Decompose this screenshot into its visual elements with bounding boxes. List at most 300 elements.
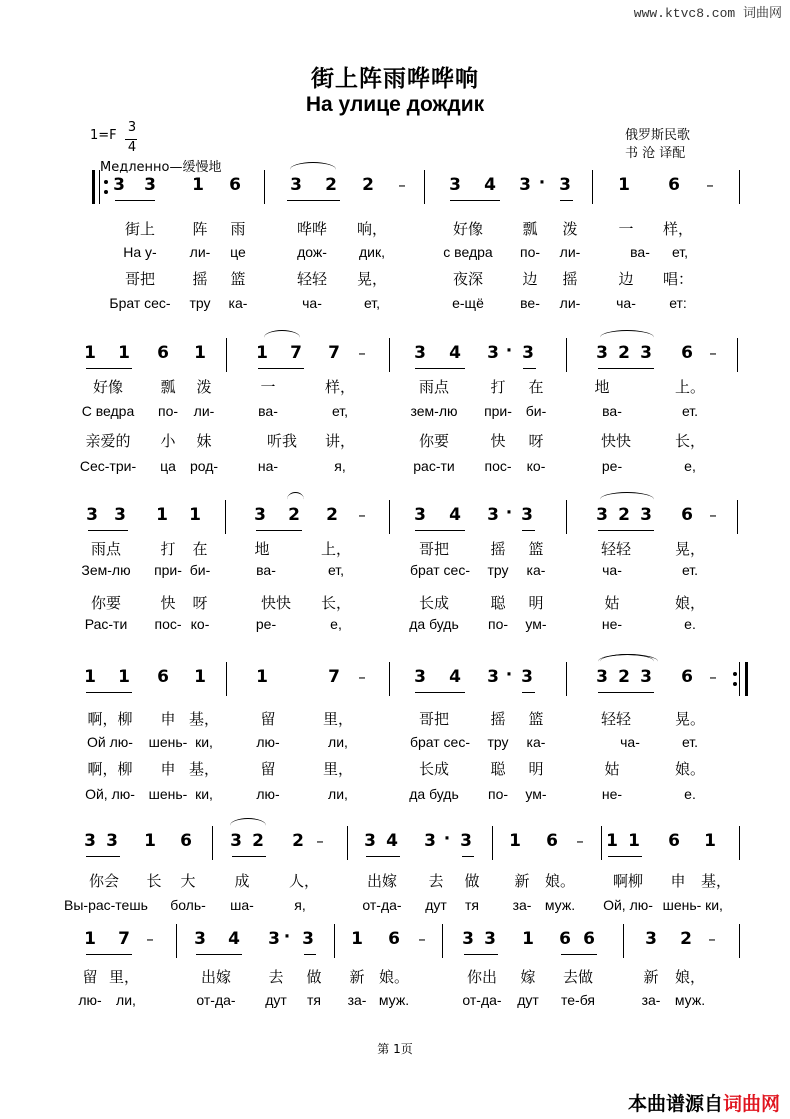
credit-translator: 书 沧 译配 — [625, 146, 686, 161]
lyric-syllable: На у- — [123, 244, 157, 260]
lyric-syllable: 晃， — [356, 270, 387, 288]
lyric-syllable: 雨 — [230, 220, 246, 238]
augmentation-dot: · — [505, 341, 513, 361]
lyric-syllable: ца — [160, 458, 176, 474]
note: 3 — [521, 505, 533, 525]
lyric-syllable: 申 — [670, 872, 686, 890]
lyric-line-chinese — [0, 538, 790, 560]
lyric-syllable: 呀 — [192, 594, 208, 612]
song-title-chinese: 街上阵雨哗哗响 — [311, 66, 479, 92]
note-line — [0, 338, 790, 372]
lyric-syllable: С ведра — [81, 403, 135, 419]
note: 1 — [256, 667, 268, 687]
lyric-syllable: 瓢 — [522, 220, 538, 238]
source-credit-site: 词曲网 — [722, 1093, 780, 1115]
lyric-syllable: дут — [265, 992, 287, 1008]
lyric-syllable: от-да- — [196, 992, 236, 1008]
note: 6 — [388, 929, 400, 949]
lyric-syllable: Вы-рас-тешь — [64, 897, 148, 913]
lyric-syllable: 明 — [528, 594, 544, 612]
lyric-syllable: ка- — [526, 562, 546, 578]
note: 2 — [362, 175, 374, 195]
note: 3 — [302, 929, 314, 949]
note: 2 — [326, 505, 338, 525]
lyric-syllable: по- — [157, 403, 179, 419]
time-signature-denominator: 4 — [127, 140, 137, 155]
lyric-line-chinese — [0, 708, 790, 730]
note: 1 — [118, 343, 130, 363]
note: 7 — [328, 667, 340, 687]
note: 3 — [640, 343, 652, 363]
barline — [739, 826, 740, 860]
note: 6 — [681, 667, 693, 687]
lyric-line-chinese — [0, 376, 790, 398]
barline — [739, 924, 740, 958]
note: 1 — [509, 831, 521, 851]
note: 3 — [113, 175, 125, 195]
note: 3 — [640, 505, 652, 525]
note: 2 — [680, 929, 692, 949]
lyric-syllable: 你要 — [418, 432, 449, 450]
lyric-syllable: 去 — [268, 968, 284, 986]
lyric-syllable: 打 — [490, 378, 506, 396]
lyric-syllable: 一 — [618, 220, 634, 238]
note: 1 — [256, 343, 268, 363]
lyric-syllable: 娘。 — [674, 760, 705, 778]
note: 3 — [194, 929, 206, 949]
lyric-syllable: Зем-лю — [81, 562, 131, 578]
lyric-syllable: Брат сес- — [109, 295, 171, 311]
lyric-syllable: дут — [425, 897, 447, 913]
lyric-syllable: 出嫁 — [366, 872, 397, 890]
note: 1 — [606, 831, 618, 851]
lyric-line-chinese — [0, 870, 790, 892]
beam-underline — [287, 200, 340, 201]
beam-underline — [450, 200, 500, 201]
lyric-syllable: 哗哗 — [296, 220, 327, 238]
lyric-syllable: ли- — [559, 295, 581, 311]
beam-underline — [560, 200, 573, 201]
page-number: 第 1页 — [377, 1042, 413, 1056]
lyric-syllable: 唱： — [662, 270, 693, 288]
lyric-syllable: 夜深 — [452, 270, 483, 288]
tie-arc — [264, 330, 300, 345]
lyric-syllable: ет: — [669, 295, 687, 311]
note: 6 — [681, 505, 693, 525]
note: 4 — [386, 831, 398, 851]
lyric-syllable: ли- — [189, 244, 211, 260]
lyric-syllable: 快快 — [260, 594, 291, 612]
beam-underline — [415, 692, 465, 693]
lyric-syllable: 姑 — [604, 760, 620, 778]
lyric-line-chinese — [0, 758, 790, 780]
lyric-syllable: 泼 — [196, 378, 212, 396]
beam-underline — [608, 856, 642, 857]
lyric-syllable: при- — [154, 562, 182, 578]
note: 1 — [704, 831, 716, 851]
lyric-line-russian — [0, 403, 790, 425]
lyric-syllable: ли- — [559, 244, 581, 260]
note: 1 — [84, 929, 96, 949]
lyric-syllable: Ой, лю- — [85, 786, 135, 802]
lyric-syllable: 娘， — [674, 968, 705, 986]
lyric-syllable: дож- — [297, 244, 327, 260]
lyric-syllable: по- — [519, 244, 541, 260]
lyric-syllable: би- — [525, 403, 547, 419]
lyric-line-chinese — [0, 966, 790, 988]
lyric-syllable: Рас-ти — [84, 616, 128, 632]
note: 2 — [292, 831, 304, 851]
beam-underline — [366, 856, 400, 857]
score-system — [0, 924, 790, 1084]
note: 2 — [288, 505, 300, 525]
lyric-syllable: ка- — [228, 295, 248, 311]
note: 1 — [156, 505, 168, 525]
lyric-syllable: 妹 — [196, 432, 212, 450]
lyric-syllable: е-щё — [452, 295, 484, 311]
credit-origin: 俄罗斯民歌 — [625, 128, 691, 143]
lyric-syllable: ет, — [363, 295, 381, 311]
barline — [745, 662, 748, 696]
lyric-syllable: 在 — [192, 540, 208, 558]
beam-underline — [415, 368, 465, 369]
note: 3 — [484, 929, 496, 949]
lyric-syllable: ре- — [601, 458, 623, 474]
note: 4 — [449, 505, 461, 525]
lyric-syllable: 快 — [490, 432, 506, 450]
lyric-line-chinese — [0, 218, 790, 240]
lyric-syllable: ва- — [602, 403, 622, 419]
barline — [176, 924, 177, 958]
lyric-syllable: 上， — [320, 540, 351, 558]
beam-underline — [86, 368, 132, 369]
duration-dash: – — [709, 506, 717, 524]
lyric-syllable: 去 — [428, 872, 444, 890]
lyric-syllable: брат сес- — [409, 734, 471, 750]
lyric-syllable: 响， — [356, 220, 387, 238]
lyric-syllable: 阵 — [192, 220, 208, 238]
lyric-syllable: ет. — [681, 403, 699, 419]
lyric-syllable: по- — [487, 786, 509, 802]
lyric-syllable: 小 — [160, 432, 176, 450]
note: 3 — [559, 175, 571, 195]
lyric-syllable: 嫁 — [520, 968, 536, 986]
score-system — [0, 338, 790, 498]
lyric-syllable: пос- — [154, 616, 182, 632]
note: 3 — [106, 831, 118, 851]
lyric-syllable: 留 — [82, 968, 98, 986]
lyric-syllable: 长成 — [418, 594, 449, 612]
duration-dash: – — [418, 930, 426, 948]
note: 1 — [189, 505, 201, 525]
duration-dash: – — [358, 506, 366, 524]
beam-underline — [256, 530, 302, 531]
lyric-syllable: 呀 — [528, 432, 544, 450]
lyric-syllable: не- — [601, 616, 623, 632]
lyric-syllable: 人， — [288, 872, 319, 890]
note: 3 — [254, 505, 266, 525]
note: 3 — [645, 929, 657, 949]
lyric-syllable: ки, — [195, 734, 213, 750]
note: 3 — [521, 667, 533, 687]
note-line — [0, 662, 790, 696]
lyric-syllable: 基， — [700, 872, 731, 890]
note-line — [0, 170, 790, 204]
lyric-syllable: ет. — [681, 562, 699, 578]
lyric-syllable: 啊，柳 — [87, 710, 133, 728]
lyric-line-russian — [0, 734, 790, 756]
lyric-syllable: ки, — [705, 897, 723, 913]
barline — [566, 662, 567, 696]
repeat-dot — [733, 682, 737, 686]
lyric-syllable: я, — [294, 897, 306, 913]
lyric-syllable: 打 — [160, 540, 176, 558]
lyric-syllable: 轻轻 — [296, 270, 327, 288]
tie-arc — [598, 654, 658, 669]
lyric-syllable: 长， — [320, 594, 351, 612]
barline — [389, 662, 390, 696]
lyric-syllable: 里， — [322, 710, 353, 728]
beam-underline — [196, 954, 242, 955]
note: 3 — [424, 831, 436, 851]
lyric-syllable: те-бя — [561, 992, 595, 1008]
lyric-syllable: 好像 — [452, 220, 483, 238]
score-system — [0, 662, 790, 822]
source-credit — [628, 1089, 780, 1116]
note: 2 — [618, 667, 630, 687]
lyric-syllable: е, — [684, 458, 696, 474]
lyric-syllable: муж. — [544, 897, 576, 913]
note: 3 — [114, 505, 126, 525]
lyric-syllable: дик, — [358, 244, 385, 260]
lyric-syllable: 一 — [260, 378, 276, 396]
lyric-syllable: 明 — [528, 760, 544, 778]
lyric-syllable: 聪 — [490, 760, 506, 778]
lyric-syllable: 摇 — [490, 540, 506, 558]
lyric-line-russian — [0, 244, 790, 266]
lyric-syllable: 篮 — [528, 540, 544, 558]
beam-underline — [258, 368, 304, 369]
time-signature-numerator: 3 — [127, 120, 137, 135]
note: 3 — [462, 929, 474, 949]
beam-underline — [88, 530, 128, 531]
lyric-syllable: 你要 — [90, 594, 121, 612]
barline — [601, 826, 602, 860]
lyric-syllable: ча- — [620, 734, 640, 750]
duration-dash: – — [576, 832, 584, 850]
note: 6 — [546, 831, 558, 851]
lyric-line-russian — [0, 992, 790, 1014]
beam-underline — [464, 954, 498, 955]
beam-underline — [598, 368, 654, 369]
lyric-syllable: 基， — [188, 760, 219, 778]
repeat-dot — [104, 180, 108, 184]
note: 4 — [228, 929, 240, 949]
augmentation-dot: · — [505, 503, 513, 523]
lyric-syllable: 快快 — [600, 432, 631, 450]
lyric-syllable: ве- — [520, 295, 540, 311]
beam-underline — [598, 692, 654, 693]
lyric-syllable: 新 — [514, 872, 530, 890]
lyric-syllable: шень- — [148, 786, 188, 802]
lyric-line-russian — [0, 295, 790, 317]
note: 3 — [290, 175, 302, 195]
lyric-syllable: лю- — [256, 786, 280, 802]
lyric-syllable: Ой, лю- — [603, 897, 653, 913]
lyric-syllable: 留 — [260, 710, 276, 728]
lyric-syllable: 大 — [180, 872, 196, 890]
lyric-syllable: це — [230, 244, 246, 260]
barline — [226, 662, 227, 696]
lyric-syllable: 街上 — [124, 220, 155, 238]
barline — [226, 338, 227, 372]
lyric-syllable: род- — [189, 458, 219, 474]
lyric-syllable: ки, — [195, 786, 213, 802]
lyric-syllable: ум- — [525, 616, 547, 632]
lyric-syllable: ли, — [116, 992, 136, 1008]
lyric-syllable: ва- — [630, 244, 650, 260]
song-title-russian: На улице дождик — [305, 93, 485, 116]
note: 2 — [325, 175, 337, 195]
lyric-syllable: зем-лю — [410, 403, 458, 419]
lyric-line-chinese — [0, 430, 790, 452]
lyric-syllable: при- — [484, 403, 512, 419]
lyric-syllable: 娘。 — [544, 872, 575, 890]
lyric-line-chinese — [0, 592, 790, 614]
tie-arc — [600, 492, 654, 507]
lyric-syllable: 你出 — [466, 968, 497, 986]
score-system — [0, 170, 790, 330]
lyric-syllable: тру — [487, 734, 509, 750]
duration-dash: – — [358, 668, 366, 686]
lyric-syllable: ва- — [256, 562, 276, 578]
note: 7 — [118, 929, 130, 949]
note: 2 — [252, 831, 264, 851]
lyric-syllable: 里， — [322, 760, 353, 778]
note: 1 — [84, 667, 96, 687]
lyric-syllable: 出嫁 — [200, 968, 231, 986]
lyric-syllable: пос- — [484, 458, 512, 474]
lyric-syllable: 泼 — [562, 220, 578, 238]
note: 1 — [522, 929, 534, 949]
augmentation-dot: · — [283, 927, 291, 947]
lyric-line-chinese — [0, 268, 790, 290]
lyric-syllable: ча- — [302, 295, 322, 311]
augmentation-dot: · — [443, 829, 451, 849]
site-watermark: www.ktvc8.com 词曲网 — [633, 6, 782, 21]
lyric-syllable: 轻轻 — [600, 540, 631, 558]
lyric-syllable: е, — [330, 616, 342, 632]
lyric-syllable: 篮 — [528, 710, 544, 728]
lyric-syllable: 新 — [349, 968, 365, 986]
lyric-syllable: е. — [684, 786, 696, 802]
lyric-syllable: лю- — [256, 734, 280, 750]
note: 6 — [157, 343, 169, 363]
beam-underline — [522, 692, 535, 693]
note: 7 — [328, 343, 340, 363]
lyric-syllable: 去做 — [562, 968, 593, 986]
lyric-line-russian — [0, 562, 790, 584]
lyric-syllable: 快 — [160, 594, 176, 612]
barline — [225, 500, 226, 534]
note: 3 — [268, 929, 280, 949]
lyric-syllable: 里， — [108, 968, 139, 986]
note: 4 — [449, 343, 461, 363]
note: 3 — [364, 831, 376, 851]
note: 3 — [230, 831, 242, 851]
barline — [389, 500, 390, 534]
note: 3 — [414, 505, 426, 525]
lyric-syllable: брат сес- — [409, 562, 471, 578]
lyric-syllable: 边 — [618, 270, 634, 288]
lyric-syllable: Ой лю- — [87, 734, 133, 750]
key-signature: 1=F — [90, 128, 117, 143]
duration-dash: – — [706, 176, 714, 194]
note: 6 — [668, 831, 680, 851]
barline — [212, 826, 213, 860]
note-line — [0, 826, 790, 860]
note: 3 — [487, 505, 499, 525]
lyric-syllable: 啊柳 — [612, 872, 643, 890]
beam-underline — [598, 530, 654, 531]
barline — [739, 662, 740, 696]
beam-underline — [415, 530, 465, 531]
lyric-syllable: муж. — [674, 992, 706, 1008]
repeat-dot — [104, 190, 108, 194]
lyric-syllable: шень- — [662, 897, 702, 913]
note: 2 — [618, 343, 630, 363]
lyric-syllable: 地 — [254, 540, 270, 558]
beam-underline — [86, 954, 132, 955]
lyric-syllable: ча- — [602, 562, 622, 578]
beam-underline — [462, 856, 474, 857]
lyric-syllable: е. — [684, 616, 696, 632]
lyric-syllable: 娘。 — [378, 968, 409, 986]
note: 6 — [559, 929, 571, 949]
lyric-syllable: боль- — [170, 897, 206, 913]
augmentation-dot: · — [538, 173, 546, 193]
note: 4 — [449, 667, 461, 687]
lyric-syllable: 基， — [188, 710, 219, 728]
lyric-syllable: ет, — [671, 244, 689, 260]
note: 6 — [180, 831, 192, 851]
tie-arc — [287, 492, 304, 507]
note: 1 — [628, 831, 640, 851]
lyric-syllable: ко- — [526, 458, 546, 474]
duration-dash: – — [709, 668, 717, 686]
lyric-syllable: 哥把 — [418, 540, 449, 558]
note: 6 — [157, 667, 169, 687]
lyric-syllable: 申 — [160, 760, 176, 778]
lyric-syllable: 样， — [662, 220, 693, 238]
lyric-syllable: 做 — [464, 872, 480, 890]
note: 3 — [522, 343, 534, 363]
lyric-syllable: 听我 — [266, 432, 297, 450]
lyric-syllable: 讲， — [324, 432, 355, 450]
lyric-syllable: 长 — [146, 872, 162, 890]
barline — [424, 170, 425, 204]
lyric-syllable: 新 — [643, 968, 659, 986]
score-system — [0, 500, 790, 660]
lyric-syllable: 亲爱的 — [85, 432, 131, 450]
beam-underline — [561, 954, 597, 955]
lyric-syllable: 摇 — [192, 270, 208, 288]
barline — [623, 924, 624, 958]
lyric-syllable: ет. — [681, 734, 699, 750]
beam-underline — [86, 856, 120, 857]
barline — [264, 170, 265, 204]
lyric-syllable: 你会 — [88, 872, 119, 890]
